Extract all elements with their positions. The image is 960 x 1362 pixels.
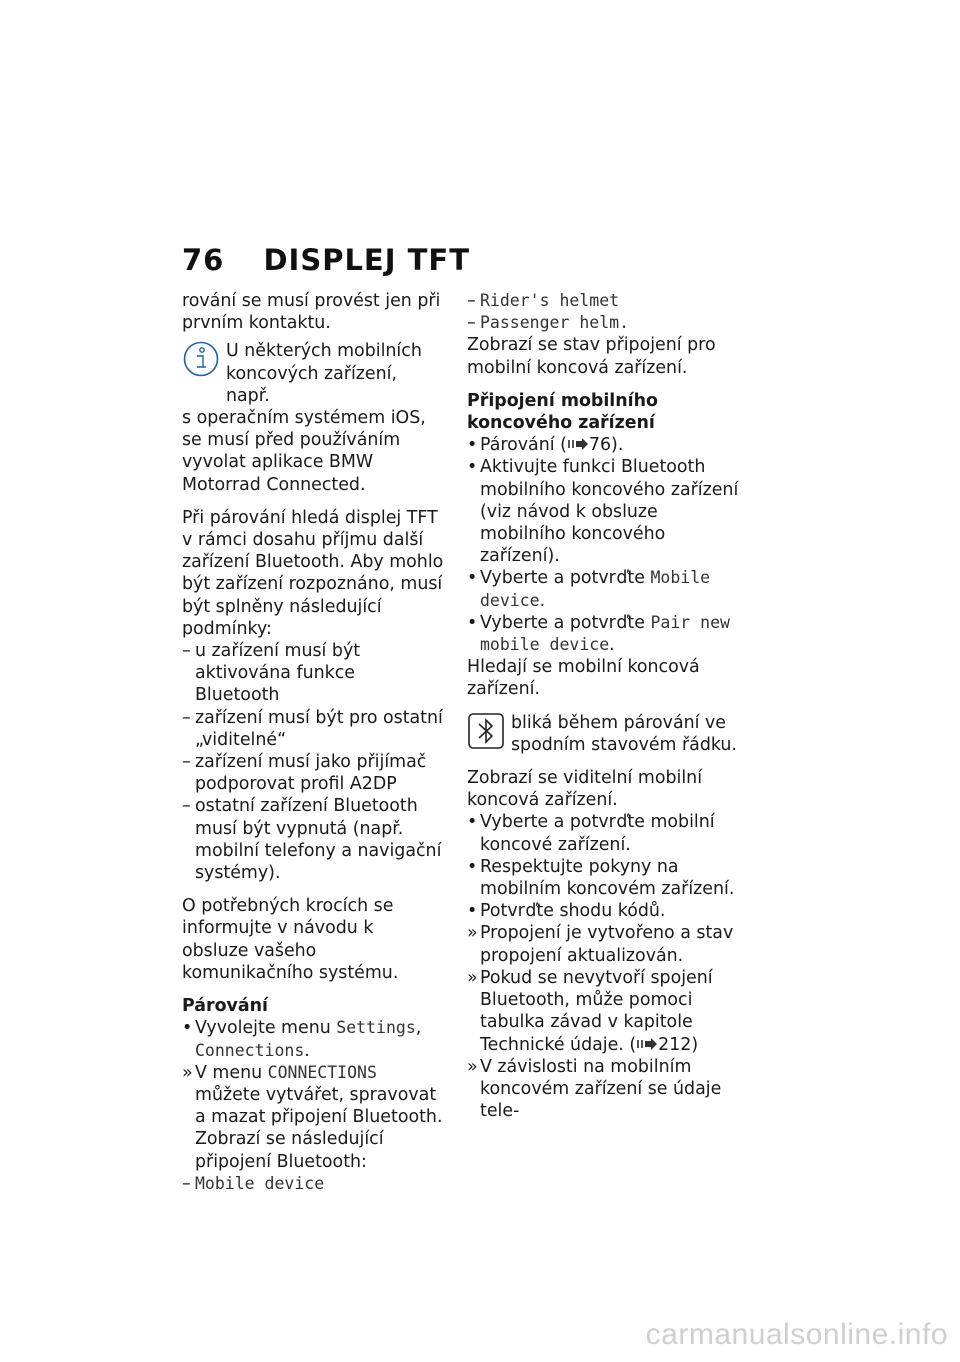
- condition-item: – ostatní zařízení Bluetooth musí být vypnutá (např. mobilní telefony a navigační systémy).: [182, 796, 442, 884]
- bluetooth-line-1: bliká během párování ve: [511, 712, 727, 733]
- step-item: • Vyberte a potvrďte mobilní koncové zařízení.: [467, 812, 715, 855]
- paragraph-intro: rování se musí provést jen při prvním kontaktu.: [182, 291, 441, 334]
- step-item: • Vyvolejte menu Settings, Connections.: [182, 1018, 422, 1061]
- paragraph-search: Při párování hledá displej TFT v rámci dosahu příjmu další zařízení Bluetooth. Aby mohlo být zařízení rozpoznáno, musí být splněny následující podmínky:: [182, 507, 444, 639]
- watermark: carmanualsonline.info: [645, 1318, 948, 1351]
- step-item: • Vyberte a potvrďte Mobile device.: [467, 568, 711, 611]
- condition-item: – zařízení musí být pro ostatní „viditelné“: [182, 707, 443, 750]
- bluetooth-line-2: spodním stavovém řádku.: [511, 734, 737, 755]
- result-item: » Pokud se nevytvoří spojení Bluetooth, může pomoci tabulka závad v kapitole Technické údaje. ( 212): [467, 967, 713, 1055]
- connection-option: – Rider's helmet: [467, 291, 620, 311]
- paragraph-info: O potřebných krocích se informujte v návodu k obsluze vašeho komunikačního systému.: [182, 896, 399, 983]
- info-icon: [182, 340, 220, 384]
- result-item: » Propojení je vytvořeno a stav propojení aktualizován.: [467, 923, 734, 966]
- page-number: 76: [182, 243, 225, 277]
- menu-pair-new: Pair new mobile device: [480, 612, 730, 655]
- paragraph-visible: Zobrazí se viditelní mobilní koncová zařízení.: [467, 768, 703, 811]
- right-column: [467, 290, 741, 1122]
- step-item: • Aktivujte funkci Bluetooth mobilního koncového zařízení (viz návod k obsluze mobilního koncového zařízení).: [467, 457, 739, 567]
- step-item: • Párování ( 76).: [467, 435, 624, 456]
- note-block: [182, 340, 444, 495]
- menu-connections: Connections: [195, 1040, 305, 1060]
- step-item: • Potvrďte shodu kódů.: [467, 901, 666, 922]
- result-item: » V závislosti na mobilním koncovém zařízení se údaje tele-: [467, 1056, 722, 1122]
- bluetooth-icon: [467, 712, 505, 758]
- page-header: [182, 243, 470, 283]
- step-item: • Respektujte pokyny na mobilním koncovém zařízení.: [467, 856, 735, 900]
- left-column: [182, 290, 444, 1195]
- menu-mobile-device: Mobile device: [480, 568, 711, 610]
- bluetooth-note: [467, 712, 741, 756]
- page-ref-number: 212: [658, 1034, 692, 1055]
- step-item: • Vyberte a potvrďte Pair new mobile device.: [467, 612, 730, 656]
- page-ref-number: 76: [588, 435, 612, 456]
- connection-option: – Mobile device: [182, 1173, 325, 1194]
- paragraph-status: Zobrazí se stav připojení pro mobilní koncová zařízení.: [467, 335, 716, 378]
- note-line-2: koncových zařízení, např.: [226, 363, 397, 406]
- heading-pairing: Párování: [182, 996, 268, 1017]
- note-line-1: U některých mobilních: [226, 341, 422, 362]
- page-title: DISPLEJ TFT: [263, 243, 471, 277]
- condition-item: – u zařízení musí být aktivována funkce Bluetooth: [182, 641, 361, 706]
- page-reference-arrow-icon: [567, 435, 589, 449]
- condition-item: – zařízení musí jako přijímač podporovat profil A2DP: [182, 752, 427, 795]
- heading-connect: Připojení mobilního koncového zařízení: [467, 390, 658, 434]
- paragraph-searching: Hledají se mobilní koncová zařízení.: [467, 657, 700, 700]
- note-rest: s operačním systémem iOS, se musí před používáním vyvolat aplikace BMW Motorrad Connected.: [182, 408, 426, 495]
- connection-option: – Passenger helm.: [467, 313, 630, 334]
- menu-settings: Settings: [336, 1018, 416, 1038]
- result-item: » V menu CONNECTIONS můžete vytvářet, spravovat a mazat připojení Bluetooth. Zobrazí se následující připojení Bluetooth:: [182, 1062, 443, 1172]
- menu-connections-caps: CONNECTIONS: [267, 1062, 377, 1082]
- page-reference-arrow-icon: [636, 1035, 658, 1049]
